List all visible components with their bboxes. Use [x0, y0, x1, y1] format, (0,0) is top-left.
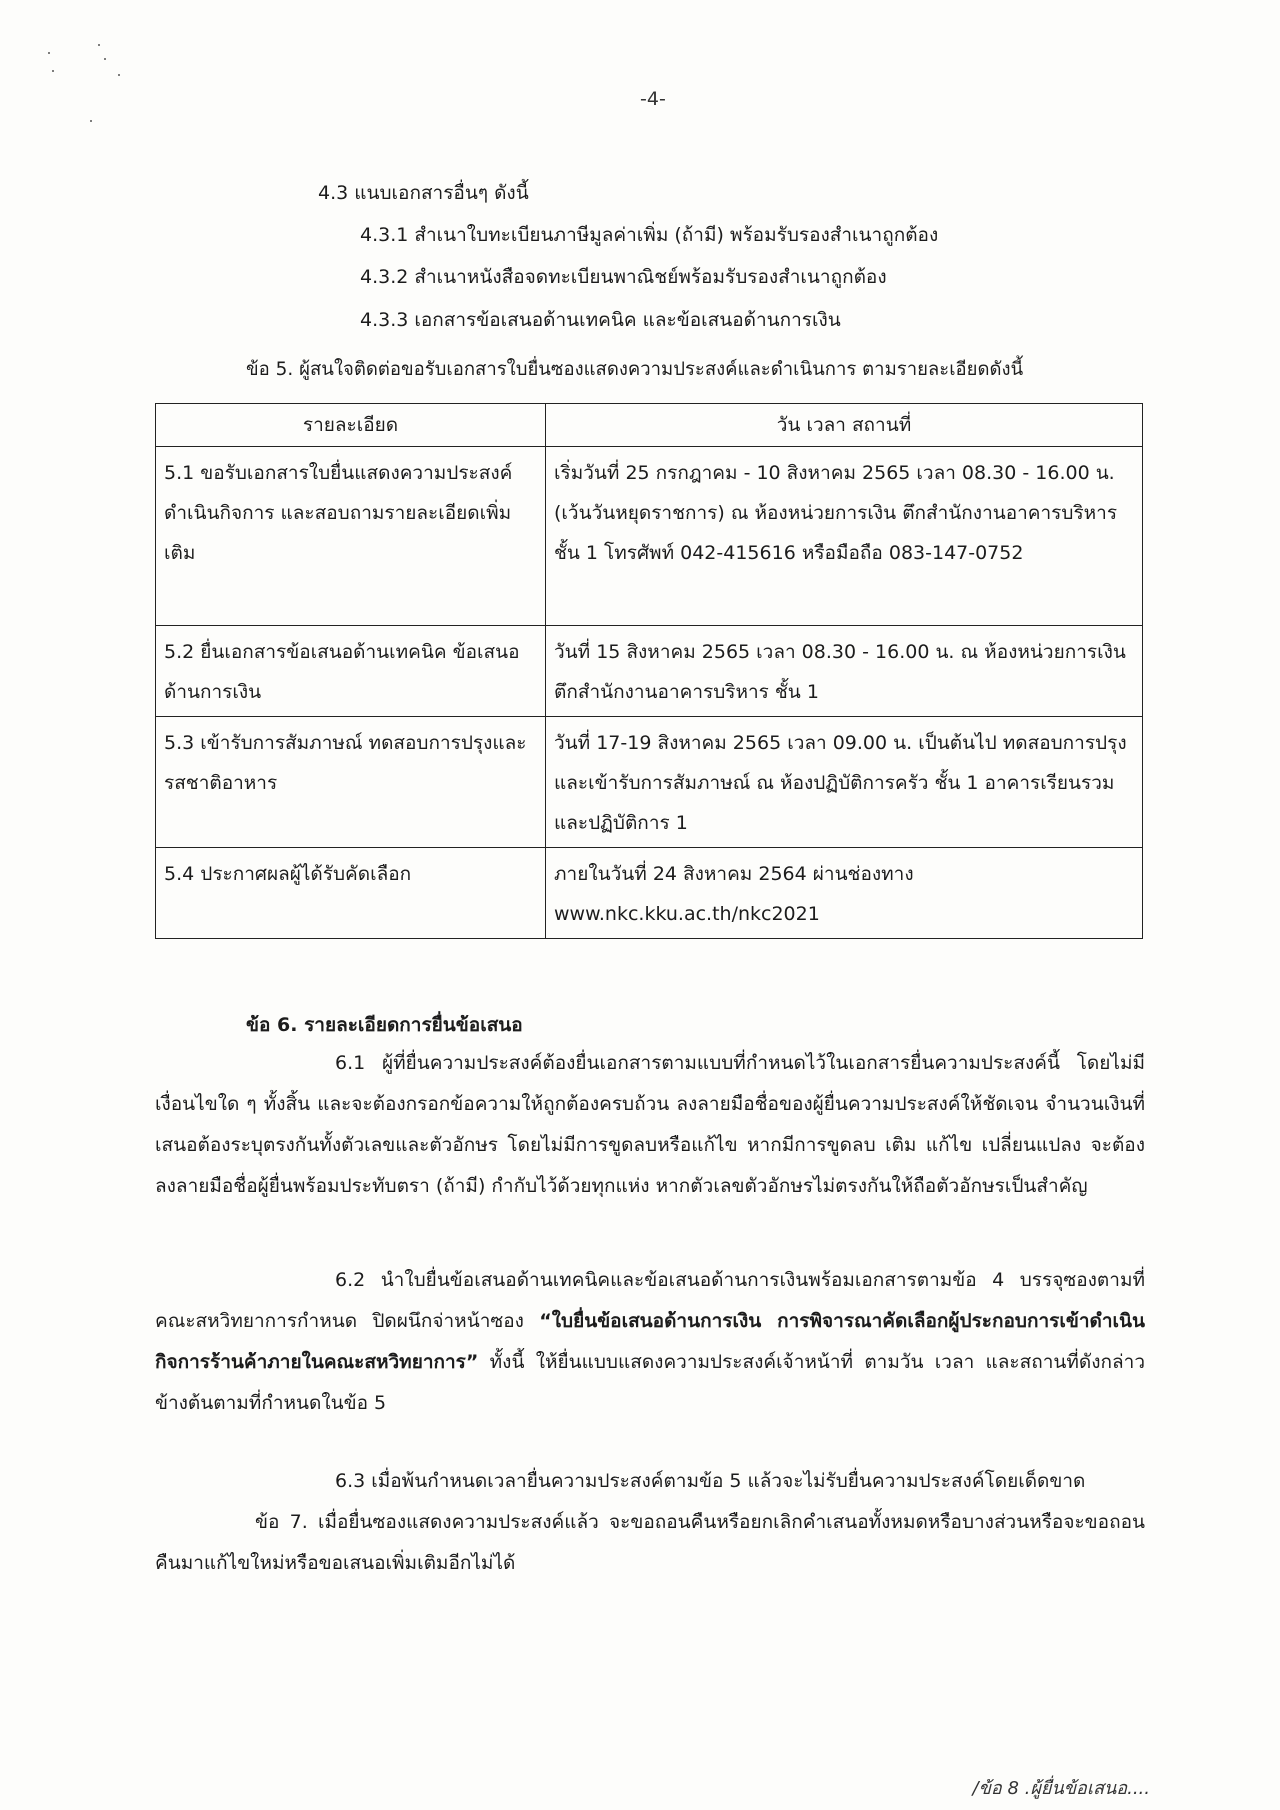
- section-4-3-1: 4.3.1 สำเนาใบทะเบียนภาษีมูลค่าเพิ่ม (ถ้ามี) พร้อมรับรองสำเนาถูกต้อง: [360, 224, 939, 246]
- table-row: [156, 626, 1143, 717]
- scan-speck: [90, 120, 92, 122]
- footer-continuation: /ข้อ 8 .ผู้ยื่นข้อเสนอ....: [972, 1778, 1150, 1799]
- schedule-table: [155, 403, 1143, 939]
- page-number: -4-: [640, 88, 666, 110]
- clause-7-text: ข้อ 7. เมื่อยื่นซองแสดงความประสงค์แล้ว จะขอถอนคืนหรือยกเลิกคำเสนอทั้งหมดหรือบางส่วนหรือจะขอถอนคืนมาแก้ไขใหม่หรือขอเสนอเพิ่มเติมอีกไม่ได้: [155, 1511, 1145, 1574]
- row-detail: 5.1 ขอรับเอกสารใบยื่นแสดงความประสงค์ดำเนินกิจการ และสอบถามรายละเอียดเพิ่มเติม: [156, 447, 546, 626]
- paragraph-6-1-text: 6.1 ผู้ที่ยื่นความประสงค์ต้องยื่นเอกสารตามแบบที่กำหนดไว้ในเอกสารยื่นความประสงค์นี้ โดยไม่มีเงื่อนไขใด ๆ ทั้งสิ้น และจะต้องกรอกข้อความให้ถูกต้องครบถ้วน ลงลายมือชื่อของผู้ยื่นความประสงค์ให้ชัดเจน จำนวนเงินที่เสนอต้องระบุตรงกันทั้งตัวเลขและตัวอักษร โดยไม่มีการขูดลบหรือแก้ไข หากมีการขูดลบ เติม แก้ไข เปลี่ยนแปลง จะต้องลงลายมือชื่อผู้ยื่นพร้อมประทับตรา (ถ้ามี) กำกับไว้ด้วยทุกแห่ง หากตัวเลขตัวอักษรไม่ตรงกันให้ถือตัวอักษรเป็นสำคัญ: [155, 1052, 1145, 1197]
- row-detail: 5.3 เข้ารับการสัมภาษณ์ ทดสอบการปรุงและรสชาติอาหาร: [156, 717, 546, 848]
- row-when-where: เริ่มวันที่ 25 กรกฎาคม - 10 สิงหาคม 2565 เวลา 08.30 - 16.00 น. (เว้นวันหยุดราชการ) ณ ห้องหน่วยการเงิน ตึกสำนักงานอาคารบริหาร ชั้น 1 โทรศัพท์ 042-415616 หรือมือถือ 083-147-0752: [546, 447, 1143, 626]
- section-4-3-3: 4.3.3 เอกสารข้อเสนอด้านเทคนิค และข้อเสนอด้านการเงิน: [360, 309, 841, 331]
- paragraph-6-2-text-a: 6.2 นำใบยื่นข้อเสนอด้านเทคนิคและข้อเสนอด้านการเงินพร้อมเอกสารตามข้อ 4 บรรจุซองตามที่คณะสหวิทยาการกำหนด ปิดผนึกจ่าหน้าซอง: [155, 1269, 1145, 1332]
- scan-speck: [48, 52, 50, 54]
- table-header-detail: รายละเอียด: [156, 404, 546, 447]
- scan-speck: [104, 58, 106, 60]
- clause-5-heading: ข้อ 5. ผู้สนใจติดต่อขอรับเอกสารใบยื่นซองแสดงความประสงค์และดำเนินการ ตามรายละเอียดดังนี้: [246, 359, 1024, 380]
- row-detail: 5.4 ประกาศผลผู้ได้รับคัดเลือก: [156, 848, 546, 939]
- paragraph-6-2-envelope-label: “ใบยื่นข้อเสนอด้านการเงิน การพิจารณาคัดเลือกผู้ประกอบการเข้าดำเนินกิจการร้านค้าภายในคณะสหวิทยาการ”: [155, 1310, 1145, 1373]
- clause-6-heading: ข้อ 6. รายละเอียดการยื่นข้อเสนอ: [246, 1014, 523, 1036]
- row-when-where: วันที่ 17-19 สิงหาคม 2565 เวลา 09.00 น. เป็นต้นไป ทดสอบการปรุงและเข้ารับการสัมภาษณ์ ณ ห้องปฏิบัติการครัว ชั้น 1 อาคารเรียนรวมและปฏิบัติการ 1: [546, 717, 1143, 848]
- paragraph-6-1: [155, 1043, 1145, 1207]
- section-4-3-2: 4.3.2 สำเนาหนังสือจดทะเบียนพาณิชย์พร้อมรับรองสำเนาถูกต้อง: [360, 266, 887, 288]
- section-4-3-heading: 4.3 แนบเอกสารอื่นๆ ดังนี้: [318, 182, 529, 204]
- clause-7: [155, 1502, 1145, 1584]
- scan-speck: [98, 44, 100, 46]
- row-detail: 5.2 ยื่นเอกสารข้อเสนอด้านเทคนิค ข้อเสนอด้านการเงิน: [156, 626, 546, 717]
- scan-speck: [52, 70, 54, 72]
- table-row: [156, 447, 1143, 626]
- table-header-when-where: วัน เวลา สถานที่: [546, 404, 1143, 447]
- row-when-where: วันที่ 15 สิงหาคม 2565 เวลา 08.30 - 16.00 น. ณ ห้องหน่วยการเงิน ตึกสำนักงานอาคารบริหาร ชั้น 1: [546, 626, 1143, 717]
- scan-speck: [118, 74, 120, 76]
- paragraph-6-3: 6.3 เมื่อพ้นกำหนดเวลายื่นความประสงค์ตามข้อ 5 แล้วจะไม่รับยื่นความประสงค์โดยเด็ดขาด: [335, 1470, 1086, 1492]
- table-row: [156, 848, 1143, 939]
- paragraph-6-2-text-b: ทั้งนี้ ให้ยื่นแบบแสดงความประสงค์เจ้าหน้าที่ ตามวัน เวลา และสถานที่ดังกล่าวข้างต้นตามที่กำหนดในข้อ 5: [155, 1351, 1145, 1414]
- row-when-where: ภายในวันที่ 24 สิงหาคม 2564 ผ่านช่องทาง www.nkc.kku.ac.th/nkc2021: [546, 848, 1143, 939]
- table-row: [156, 717, 1143, 848]
- table-header-row: [156, 404, 1143, 447]
- paragraph-6-2: [155, 1260, 1145, 1424]
